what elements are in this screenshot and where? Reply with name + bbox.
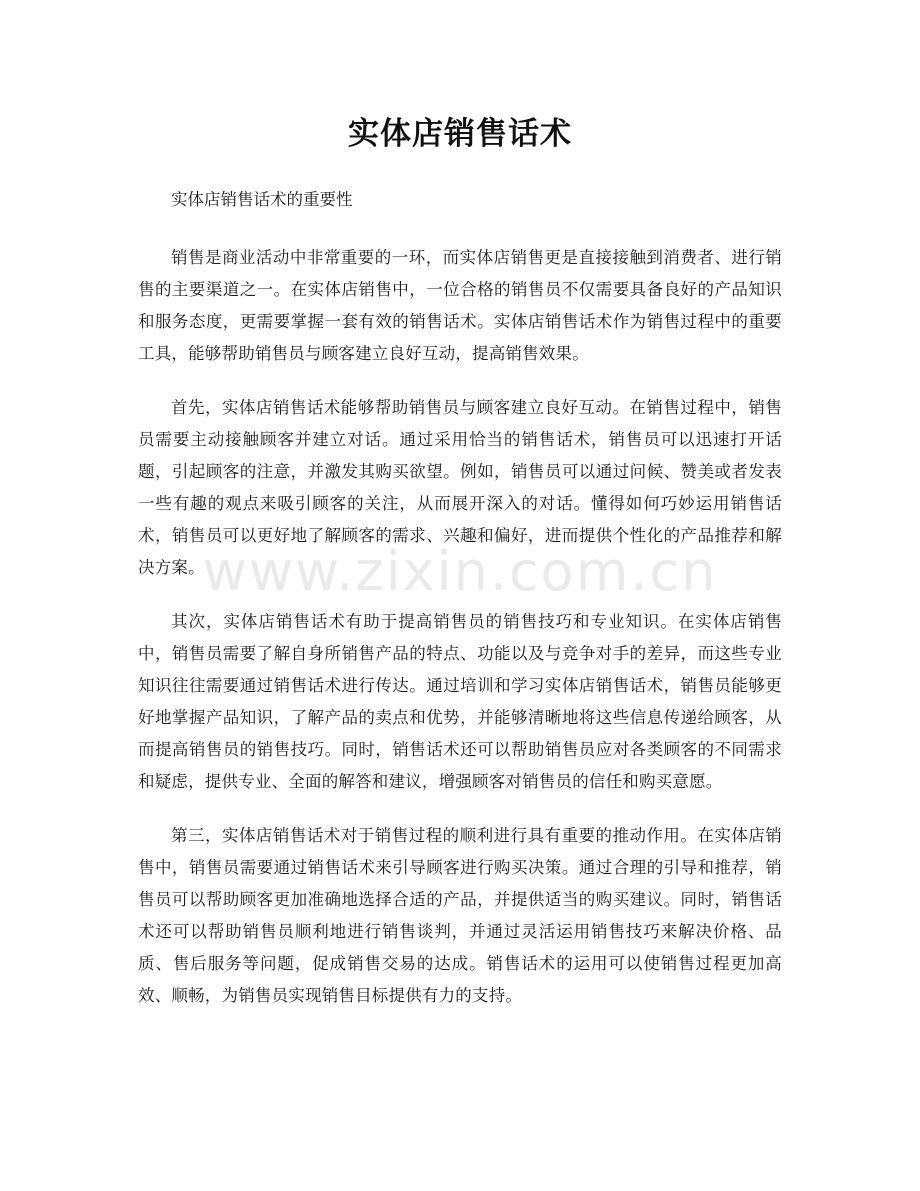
paragraph-intro: 销售是商业活动中非常重要的一环，而实体店销售更是直接接触到消费者、进行销售的主要渠道之一。在实体店销售中，一位合格的销售员不仅需要具备良好的产品知识和服务态度，更需要掌握一套有效的销售话术。实体店销售话术作为销售过程中的重要工具，能够帮助销售员与顾客建立良好互动，提高销售效果。 — [138, 248, 782, 363]
paragraph-second: 其次，实体店销售话术有助于提高销售员的销售技巧和专业知识。在实体店销售中，销售员需要了解自身所销售产品的特点、功能以及与竞争对手的差异，而这些专业知识往往需要通过销售话术进行传达。通过培训和学习实体店销售话术，销售员能够更好地掌握产品知识，了解产品的卖点和优势，并能够清晰地将这些信息传递给顾客，从而提高销售员的销售技巧。同时，销售话术还可以帮助销售员应对各类顾客的不同需求和疑虑，提供专业、全面的解答和建议，增强顾客对销售员的信任和购买意愿。 — [138, 612, 782, 791]
document-body — [138, 184, 782, 1034]
paragraph-third: 第三，实体店销售话术对于销售过程的顺利进行具有重要的推动作用。在实体店销售中，销售员需要通过销售话术来引导顾客进行购买决策。通过合理的引导和推荐，销售员可以帮助顾客更加准确地选择合适的产品，并提供适当的购买建议。同时，销售话术还可以帮助销售员顺利地进行销售谈判，并通过灵活运用销售技巧来解决价格、品质、售后服务等问题，促成销售交易的达成。销售话术的运用可以使销售过程更加高效、顺畅，为销售员实现销售目标提供有力的支持。 — [138, 826, 782, 1005]
document-title: 实体店销售话术 — [348, 116, 572, 152]
paragraph-first: 首先，实体店销售话术能够帮助销售员与顾客建立良好互动。在销售过程中，销售员需要主动接触顾客并建立对话。通过采用恰当的销售话术，销售员可以迅速打开话题，引起顾客的注意，并激发其购买欲望。例如，销售员可以通过问候、赞美或者发表一些有趣的观点来吸引顾客的关注，从而展开深入的对话。懂得如何巧妙运用销售话术，销售员可以更好地了解顾客的需求、兴趣和偏好，进而提供个性化的产品推荐和解决方案。 — [138, 398, 782, 577]
section-heading: 实体店销售话术的重要性 — [171, 190, 353, 209]
watermark: www.zixin.com.cn — [202, 540, 718, 603]
